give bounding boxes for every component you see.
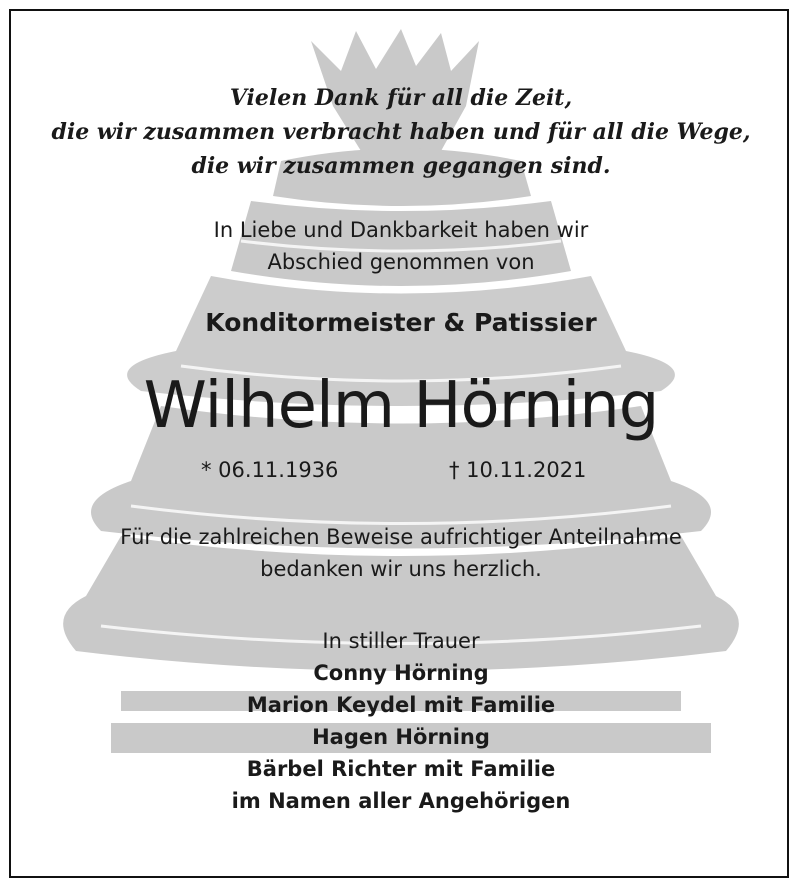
mourner-name: Bärbel Richter mit Familie bbox=[246, 757, 556, 781]
profession-title: Konditormeister & Patissier bbox=[205, 308, 597, 337]
quote-line: die wir zusammen verbracht haben und für all die Wege, bbox=[51, 119, 751, 145]
intro-line: Abschied genommen von bbox=[267, 250, 535, 274]
obituary-content bbox=[11, 11, 789, 878]
mourner-name: Marion Keydel mit Familie bbox=[246, 693, 556, 717]
death-date: † 10.11.2021 bbox=[449, 458, 587, 482]
thanks-text bbox=[11, 521, 789, 585]
quote-line: Vielen Dank für all die Zeit, bbox=[229, 85, 573, 111]
quote-block bbox=[11, 81, 789, 183]
life-dates bbox=[11, 455, 789, 485]
intro-line: In Liebe und Dankbarkeit haben wir bbox=[213, 218, 589, 242]
birth-date: * 06.11.1936 bbox=[201, 458, 339, 482]
mourners-label: In stiller Trauer bbox=[322, 629, 480, 653]
mourner-name: im Namen aller Angehörigen bbox=[231, 789, 571, 813]
thanks-line: Für die zahlreichen Beweise aufrichtiger Anteilnahme bbox=[120, 525, 682, 549]
mourner-name: Conny Hörning bbox=[313, 661, 489, 685]
deceased-name: Wilhelm Hörning bbox=[143, 369, 659, 443]
mourners-block bbox=[11, 625, 789, 817]
thanks-line: bedanken wir uns herzlich. bbox=[260, 557, 542, 581]
quote-line: die wir zusammen gegangen sind. bbox=[191, 153, 611, 179]
intro-text bbox=[11, 214, 789, 278]
obituary-frame bbox=[9, 9, 789, 878]
mourner-name: Hagen Hörning bbox=[312, 725, 490, 749]
